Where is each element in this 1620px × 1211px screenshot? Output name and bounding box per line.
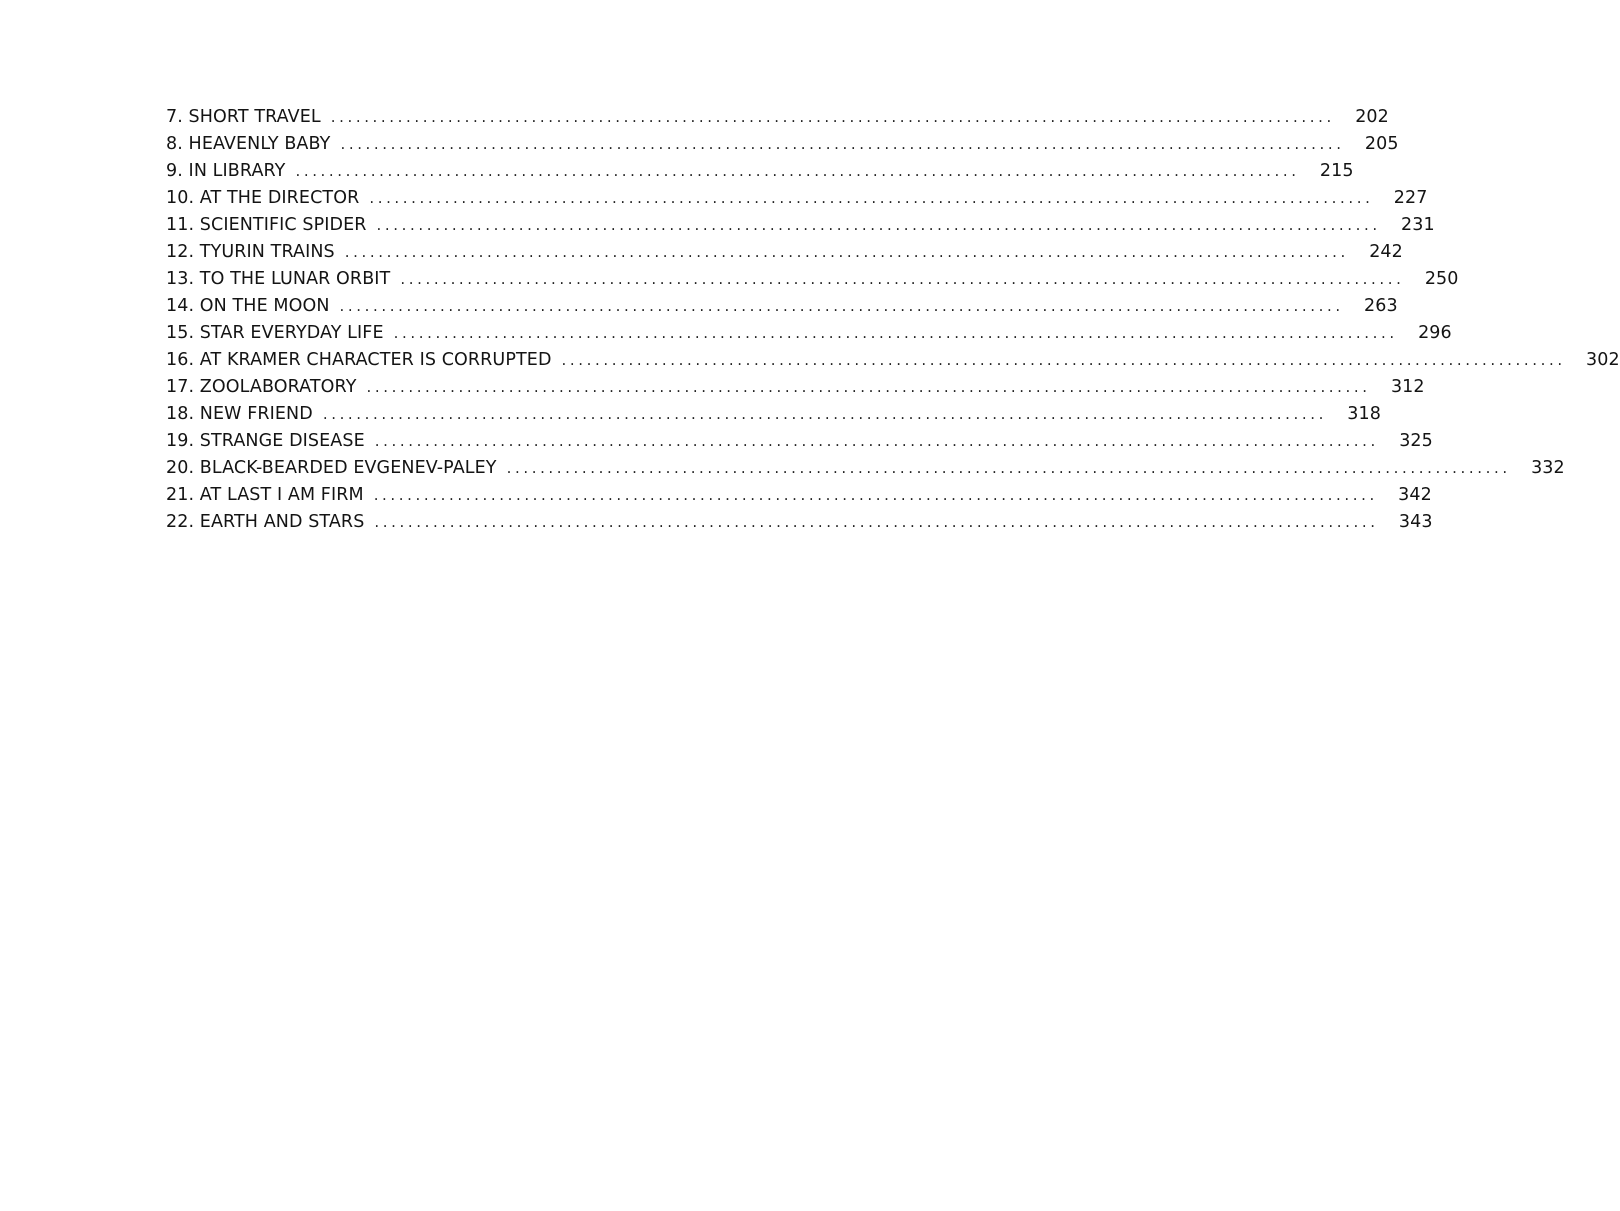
toc-entry-title: 12. TYURIN TRAINS <box>166 242 335 262</box>
dot-leader: ........................................................................................................................ <box>340 135 1345 153</box>
toc-entry <box>166 296 1398 323</box>
dot-leader: ........................................................................................................................ <box>330 108 1335 126</box>
dot-leader: ........................................................................................................................ <box>366 378 1371 396</box>
dot-leader: ........................................................................................................................ <box>376 216 1381 234</box>
dot-leader: ........................................................................................................................ <box>561 351 1566 369</box>
toc-entry <box>166 431 1433 458</box>
toc-entry-title: 14. ON THE MOON <box>166 296 330 316</box>
toc-entry-title: 8. HEAVENLY BABY <box>166 134 331 154</box>
toc-entry-page: 250 <box>1424 269 1459 289</box>
toc-entry <box>166 215 1435 242</box>
table-of-contents <box>166 107 1620 539</box>
toc-entry <box>166 485 1432 512</box>
toc-entry-title: 9. IN LIBRARY <box>166 161 286 181</box>
toc-entry-page: 296 <box>1418 323 1452 343</box>
toc-entry-title: 20. BLACK-BEARDED EVGENEV-PALEY <box>166 458 497 478</box>
dot-leader: ........................................................................................................................ <box>344 243 1349 261</box>
toc-entry-page: 227 <box>1393 188 1428 208</box>
toc-entry-title: 21. AT LAST I AM FIRM <box>166 485 364 505</box>
dot-leader: ........................................................................................................................ <box>369 189 1374 207</box>
dot-leader: ........................................................................................................................ <box>339 297 1344 315</box>
toc-entry-page: 302 <box>1585 350 1620 370</box>
toc-entry <box>166 350 1620 377</box>
toc-entry-page: 325 <box>1399 431 1433 451</box>
dot-leader: ........................................................................................................................ <box>400 270 1405 288</box>
toc-entry-title: 15. STAR EVERYDAY LIFE <box>166 323 384 343</box>
toc-entry <box>166 107 1389 134</box>
dot-leader: ........................................................................................................................ <box>374 513 1379 531</box>
toc-entry-page: 215 <box>1319 161 1354 181</box>
toc-entry-title: 17. ZOOLABORATORY <box>166 377 357 397</box>
toc-entry <box>166 188 1428 215</box>
toc-entry <box>166 512 1433 539</box>
toc-entry <box>166 242 1403 269</box>
toc-entry <box>166 458 1565 485</box>
toc-entry <box>166 161 1354 188</box>
toc-entry-page: 332 <box>1531 458 1565 478</box>
dot-leader: ........................................................................................................................ <box>373 486 1378 504</box>
toc-entry-title: 7. SHORT TRAVEL <box>166 107 321 127</box>
toc-entry-title: 19. STRANGE DISEASE <box>166 431 365 451</box>
toc-entry-page: 202 <box>1355 107 1389 127</box>
dot-leader: ........................................................................................................................ <box>393 324 1398 342</box>
toc-entry-page: 318 <box>1347 404 1381 424</box>
toc-entry <box>166 404 1381 431</box>
toc-entry-page: 263 <box>1364 296 1398 316</box>
toc-entry <box>166 377 1425 404</box>
toc-entry-page: 342 <box>1398 485 1432 505</box>
toc-entry-page: 343 <box>1398 512 1433 532</box>
toc-entry-page: 205 <box>1364 134 1399 154</box>
toc-entry-title: 18. NEW FRIEND <box>166 404 313 424</box>
toc-entry-page: 231 <box>1400 215 1435 235</box>
toc-entry-title: 13. TO THE LUNAR ORBIT <box>166 269 391 289</box>
toc-entry-title: 16. AT KRAMER CHARACTER IS CORRUPTED <box>166 350 552 370</box>
toc-entry-title: 11. SCIENTIFIC SPIDER <box>166 215 367 235</box>
dot-leader: ........................................................................................................................ <box>374 432 1379 450</box>
toc-entry-title: 22. EARTH AND STARS <box>166 512 365 532</box>
toc-entry-page: 312 <box>1390 377 1425 397</box>
toc-entry <box>166 134 1399 161</box>
toc-entry <box>166 269 1459 296</box>
toc-entry <box>166 323 1452 350</box>
dot-leader: ........................................................................................................................ <box>506 459 1511 477</box>
toc-entry-title: 10. AT THE DIRECTOR <box>166 188 360 208</box>
dot-leader: ........................................................................................................................ <box>295 162 1300 180</box>
toc-entry-page: 242 <box>1369 242 1403 262</box>
dot-leader: ........................................................................................................................ <box>322 405 1327 423</box>
